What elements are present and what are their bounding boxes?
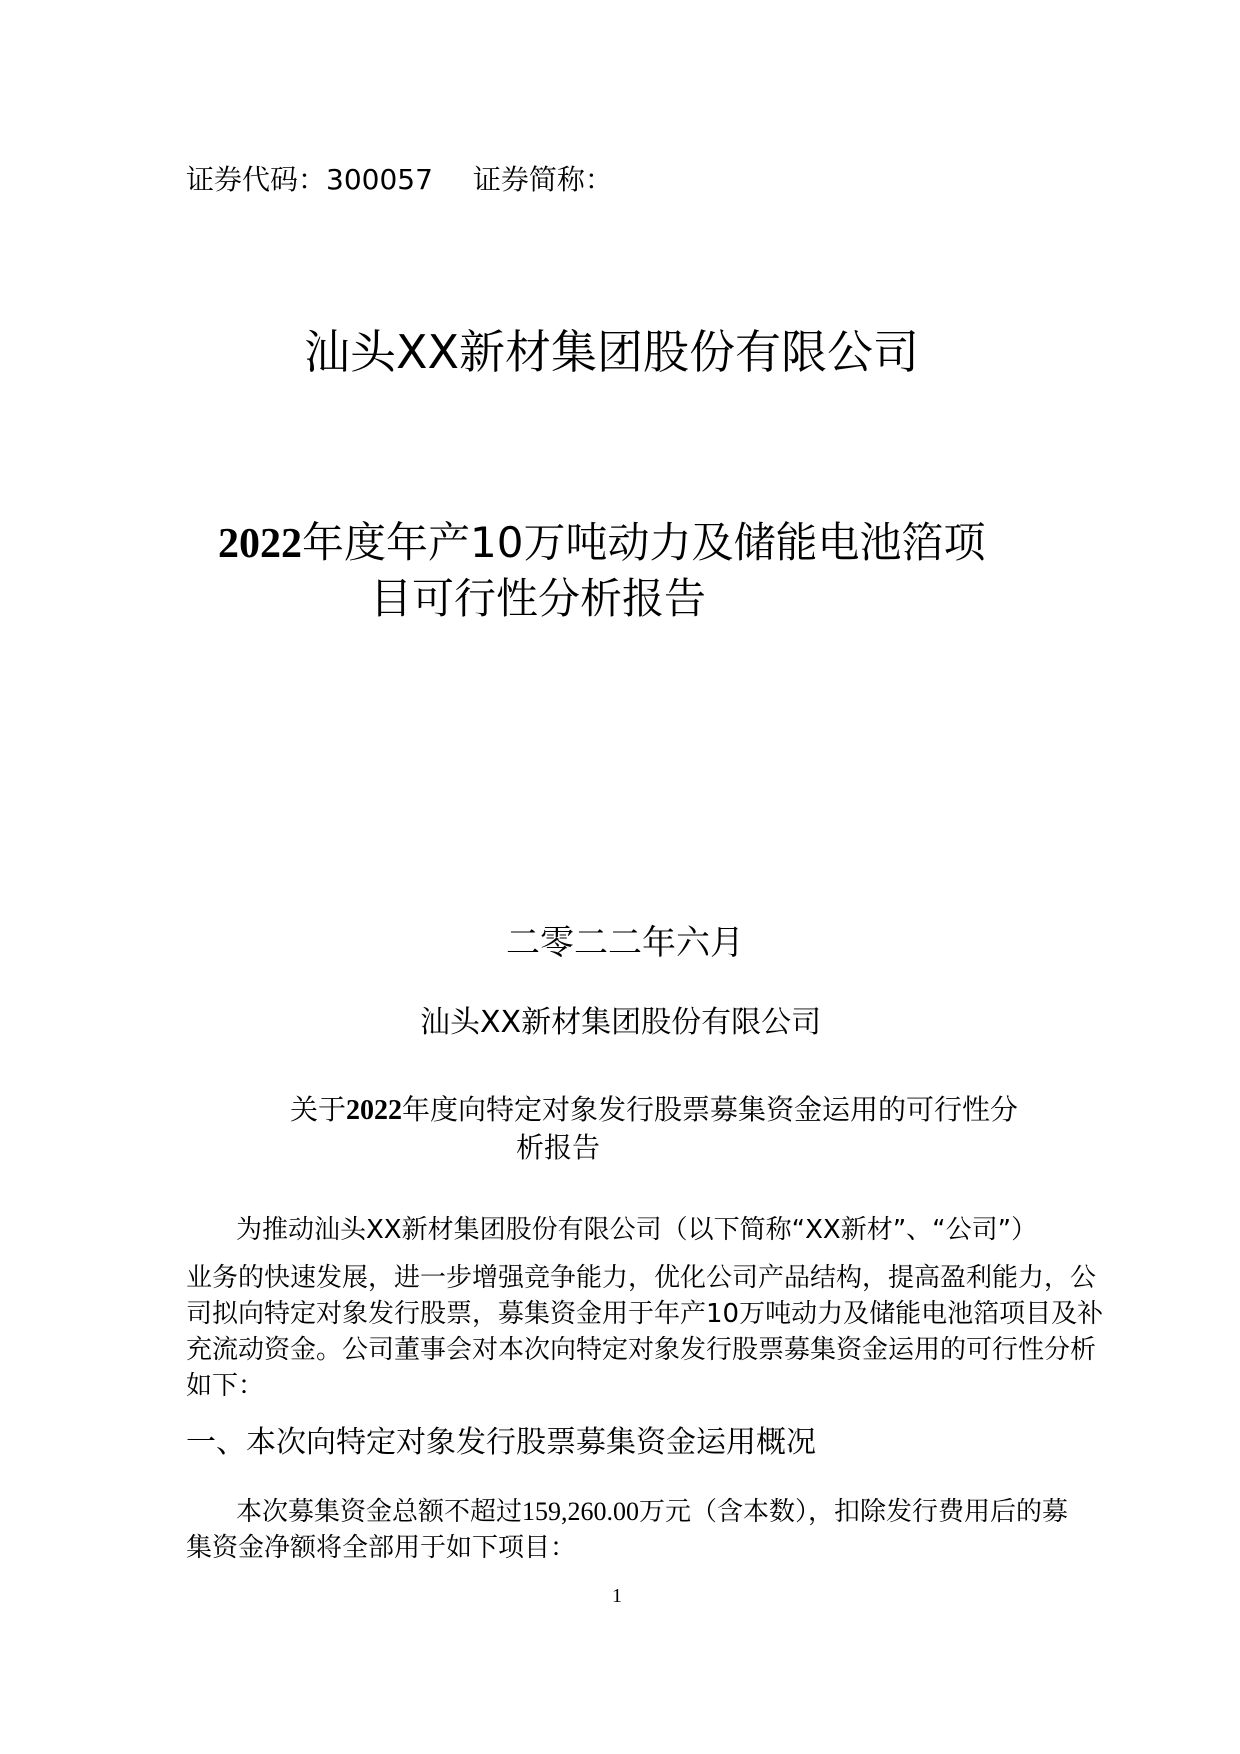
- section-1-para-rest: 万元（含本数），扣除发行费用后的募: [639, 1497, 1069, 1527]
- intro-line-1: 为推动汕头XX新材集团股份有限公司（以下简称“XX新材”、“公司”）: [236, 1215, 1038, 1245]
- cover-company-name: 汕头XX新材集团股份有限公司: [304, 325, 920, 379]
- security-code-value: 300057: [326, 163, 433, 196]
- subtitle-line1-text: 年度向特定对象发行股票募集资金运用的可行性分: [402, 1093, 1019, 1126]
- subtitle-line-1: [290, 1090, 1018, 1131]
- section-1-para-line-1: [236, 1494, 1068, 1530]
- report-title-line-1: [218, 515, 985, 572]
- security-code-line: [186, 160, 613, 200]
- subtitle-prefix: 关于: [290, 1093, 347, 1126]
- subtitle-year: 2022: [346, 1095, 403, 1126]
- section-1-para-amount: 159,260.00: [522, 1497, 640, 1526]
- intro-line-4: 充流动资金。公司董事会对本次向特定对象发行股票募集资金运用的可行性分析: [186, 1335, 1097, 1365]
- body-company-name: 汕头XX新材集团股份有限公司: [420, 1005, 822, 1040]
- report-title-line-2: 目可行性分析报告: [370, 574, 707, 623]
- report-date: 二零二二年六月: [506, 923, 744, 963]
- report-title-line1-text: 年度年产10万吨动力及储能电池箔项: [302, 518, 986, 567]
- intro-line-2: 业务的快速发展，进一步增强竞争能力，优化公司产品结构，提高盈利能力，公: [186, 1263, 1097, 1293]
- report-title-year: 2022: [218, 521, 302, 567]
- section-1-heading: 一、本次向特定对象发行股票募集资金运用概况: [186, 1425, 816, 1460]
- section-1-para-prefix: 本次募集资金总额不超过: [236, 1497, 523, 1527]
- subtitle-line-2: 析报告: [516, 1131, 601, 1164]
- intro-line-5: 如下：: [186, 1371, 265, 1401]
- security-abbr-label: 证券简称：: [472, 163, 613, 196]
- page-number: 1: [612, 1585, 622, 1607]
- security-code-label: 证券代码：: [186, 163, 327, 196]
- intro-line-3: 司拟向特定对象发行股票，募集资金用于年产10万吨动力及储能电池箔项目及补: [186, 1299, 1104, 1329]
- section-1-para-line-2: 集资金净额将全部用于如下项目：: [186, 1533, 577, 1563]
